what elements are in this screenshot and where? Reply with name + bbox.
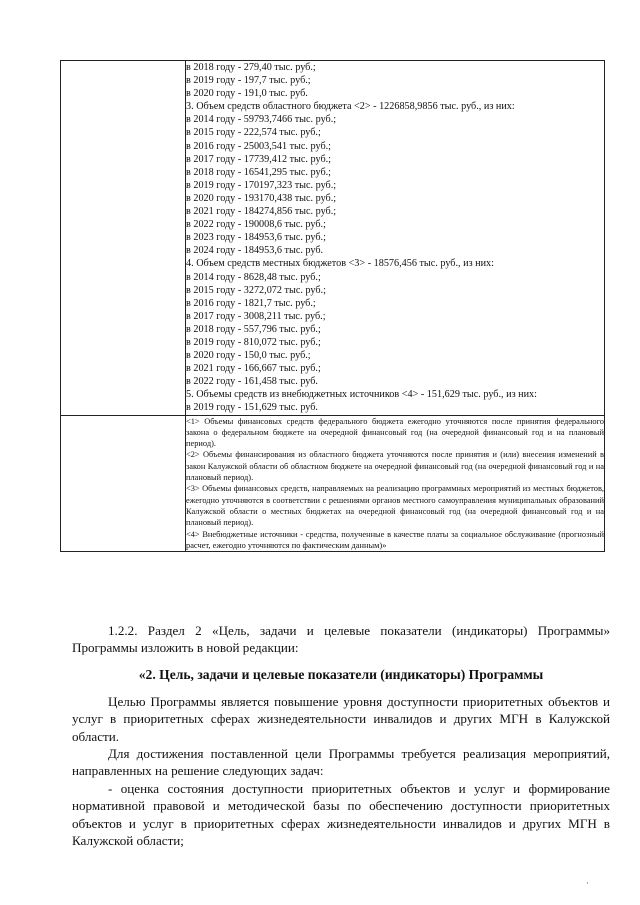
footnote-1: <1> Объемы финансовых средств федерального бюджета ежегодно уточняются после принятия федерального закона о федеральном бюджете на очередной финансовый год (на очередной финансовый год и на плановый период). — [186, 416, 604, 449]
funding-line: в 2019 году - 810,072 тыс. руб.; — [186, 336, 321, 348]
footnote-4: <4> Внебюджетные источники - средства, полученные в качестве платы за социальное обслуживание (прогнозный расчет, ежегодно уточняются по фактическим данным)» — [186, 529, 604, 550]
goal-block — [72, 693, 610, 745]
amendment-intro — [72, 622, 610, 657]
footnotes-cell — [186, 415, 605, 552]
funding-values-cell — [186, 61, 605, 416]
task-item: - оценка состояния доступности приоритетных объектов и услуг и формирование нормативной правовой и методической базы по обеспечению доступности приоритетных объектов и услуг в приоритетных сферах жизнедеятельности инвалидов и других МГН в Калужской области; — [72, 780, 610, 849]
footnote-2: <2> Объемы финансирования из областного бюджета уточняются после принятия и (или) внесения изменений в закон Калужской области об областном бюджете на очередной финансовый год (на очередной финансовый год и на плановый период). — [186, 450, 604, 483]
funding-line: в 2023 году - 184953,6 тыс. руб.; — [186, 232, 326, 244]
scan-mark: · — [586, 878, 589, 888]
funding-line: 3. Объем средств областного бюджета <2> - 1226858,9856 тыс. руб., из них: — [186, 101, 515, 113]
funding-line: в 2022 году - 190008,6 тыс. руб.; — [186, 219, 326, 231]
funding-line: в 2019 году - 197,7 тыс. руб.; — [186, 75, 311, 87]
tasks-intro-paragraph: Для достижения поставленной цели Программы требуется реализация мероприятий, направленных на решение следующих задач: — [72, 746, 610, 779]
funding-line: в 2016 году - 1821,7 тыс. руб.; — [186, 297, 316, 309]
funding-line: в 2014 году - 8628,48 тыс. руб.; — [186, 271, 321, 283]
table-label-cell — [61, 61, 186, 416]
funding-table — [60, 60, 605, 552]
funding-line: в 2020 году - 191,0 тыс. руб. — [186, 88, 308, 100]
notes-row — [61, 415, 605, 552]
funding-line: в 2021 году - 166,667 тыс. руб.; — [186, 363, 321, 375]
funding-line: в 2020 году - 150,0 тыс. руб.; — [186, 350, 311, 362]
funding-line: 4. Объем средств местных бюджетов <3> - 18576,456 тыс. руб., из них: — [186, 258, 494, 270]
funding-line: в 2017 году - 17739,412 тыс. руб.; — [186, 153, 332, 165]
funding-line: в 2015 году - 3272,072 тыс. руб.; — [186, 284, 326, 296]
funding-line: в 2017 году - 3008,211 тыс. руб.; — [186, 310, 326, 322]
funding-line: в 2016 году - 25003,541 тыс. руб.; — [186, 140, 332, 152]
funding-line: в 2019 году - 151,629 тыс. руб. — [186, 402, 318, 414]
funding-line: в 2022 году - 161,458 тыс. руб. — [186, 376, 318, 388]
funding-line: в 2024 году - 184953,6 тыс. руб. — [186, 245, 324, 257]
funding-lines — [186, 61, 604, 415]
goal-paragraph: Целью Программы является повышение уровня доступности приоритетных объектов и услуг в приоритетных сферах жизнедеятельности инвалидов и других МГН в Калужской области. — [72, 694, 610, 744]
intro-paragraph: 1.2.2. Раздел 2 «Цель, задачи и целевые показатели (индикаторы) Программы» Программы изложить в новой редакции: — [72, 623, 610, 656]
funding-line: в 2018 году - 279,40 тыс. руб.; — [186, 62, 316, 73]
funding-line: в 2014 году - 59793,7466 тыс. руб.; — [186, 114, 337, 126]
footnote-3: <3> Объемы финансовых средств, направляемых на реализацию программных мероприятий из местных бюджетов, ежегодно уточняются в соответствии с решениями органов местного самоуправления муниципальных образований Калужской области о местных бюджетах на очередной финансовый год (на очередной финансовый год и на плановый период). — [186, 484, 604, 528]
funding-line: в 2019 году - 170197,323 тыс. руб.; — [186, 179, 337, 191]
funding-line: в 2015 году - 222,574 тыс. руб.; — [186, 127, 321, 139]
funding-line: в 2020 году - 193170,438 тыс. руб.; — [186, 192, 337, 204]
notes-label-cell — [61, 415, 186, 552]
funding-line: 5. Объемы средств из внебюджетных источников <4> - 151,629 тыс. руб., из них: — [186, 389, 537, 401]
funding-line: в 2018 году - 557,796 тыс. руб.; — [186, 323, 321, 335]
tasks-block — [72, 745, 610, 849]
funding-line: в 2018 году - 16541,295 тыс. руб.; — [186, 166, 332, 178]
funding-row — [61, 61, 605, 416]
section-heading: «2. Цель, задачи и целевые показатели (индикаторы) Программы — [138, 667, 544, 682]
funding-line: в 2021 году - 184274,856 тыс. руб.; — [186, 206, 337, 218]
